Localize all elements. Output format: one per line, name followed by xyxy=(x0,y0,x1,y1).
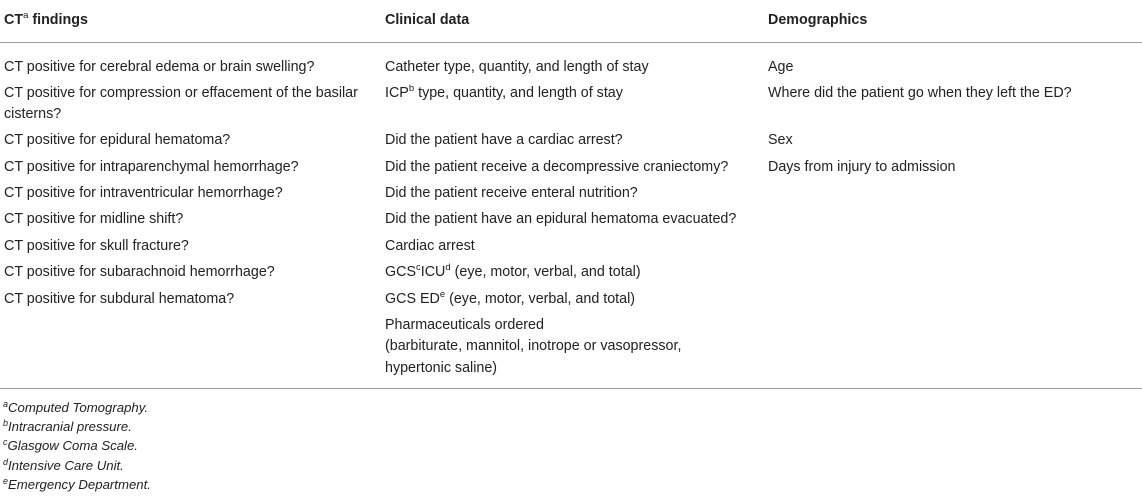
table-header-row xyxy=(0,0,1142,43)
clinical-item: Did the patient receive enteral nutrition? xyxy=(385,185,638,201)
ct-finding: CT positive for skull fracture? xyxy=(4,238,189,254)
footnote: $^c$Glasgow Coma Scale. xyxy=(3,437,138,453)
clinical-item: GCS$^c$ICU$^d$ (eye, motor, verbal, and total) xyxy=(385,262,641,280)
footnote: $^a$Computed Tomography. xyxy=(3,399,149,415)
ct-finding: CT positive for intraparenchymal hemorrhage? xyxy=(4,159,299,175)
header-clinical-data: Clinical data xyxy=(385,12,470,28)
ct-finding: CT positive for midline shift? xyxy=(4,211,184,227)
clinical-item: Did the patient have an epidural hematoma evacuated? xyxy=(385,211,737,227)
clinical-item-cont: hypertonic saline) xyxy=(385,360,498,376)
demographic-item: Sex xyxy=(768,132,793,148)
clinical-item: Pharmaceuticals ordered xyxy=(385,317,544,333)
ct-finding-cont: cisterns? xyxy=(4,106,62,122)
footnote: $^d$Intensive Care Unit. xyxy=(3,457,124,473)
ct-finding: CT positive for subdural hematoma? xyxy=(4,291,235,307)
header-ct-findings: $CT^a$ findings xyxy=(4,10,88,28)
footnote: $^e$Emergency Department. xyxy=(3,476,151,492)
demographic-item: Age xyxy=(768,59,794,75)
header-demographics: Demographics xyxy=(768,12,868,28)
clinical-item: ICP$^b$ type, quantity, and length of stay xyxy=(385,83,623,101)
footnote: $^b$Intracranial pressure. xyxy=(3,418,132,434)
clinical-item: GCS $ED^e$ (eye, motor, verbal, and total) xyxy=(385,289,636,307)
demographic-item: Where did the patient go when they left the ED? xyxy=(768,85,1072,101)
demographic-item: Days from injury to admission xyxy=(768,159,956,175)
table-bottom-rule xyxy=(0,388,1142,389)
clinical-item: Did the patient have a cardiac arrest? xyxy=(385,132,623,148)
ct-finding: CT positive for epidural hematoma? xyxy=(4,132,231,148)
ct-finding: CT positive for subarachnoid hemorrhage? xyxy=(4,264,275,280)
ct-finding: CT positive for cerebral edema or brain swelling? xyxy=(4,59,315,75)
clinical-item: Did the patient receive a decompressive craniectomy? xyxy=(385,159,729,175)
clinical-item-cont: (barbiturate, mannitol, inotrope or vasopressor, xyxy=(385,338,682,354)
clinical-item: Cardiac arrest xyxy=(385,238,475,254)
ct-finding: CT positive for compression or effacement of the basilar xyxy=(4,85,358,101)
ct-finding: CT positive for intraventricular hemorrhage? xyxy=(4,185,283,201)
clinical-item: Catheter type, quantity, and length of stay xyxy=(385,59,649,75)
